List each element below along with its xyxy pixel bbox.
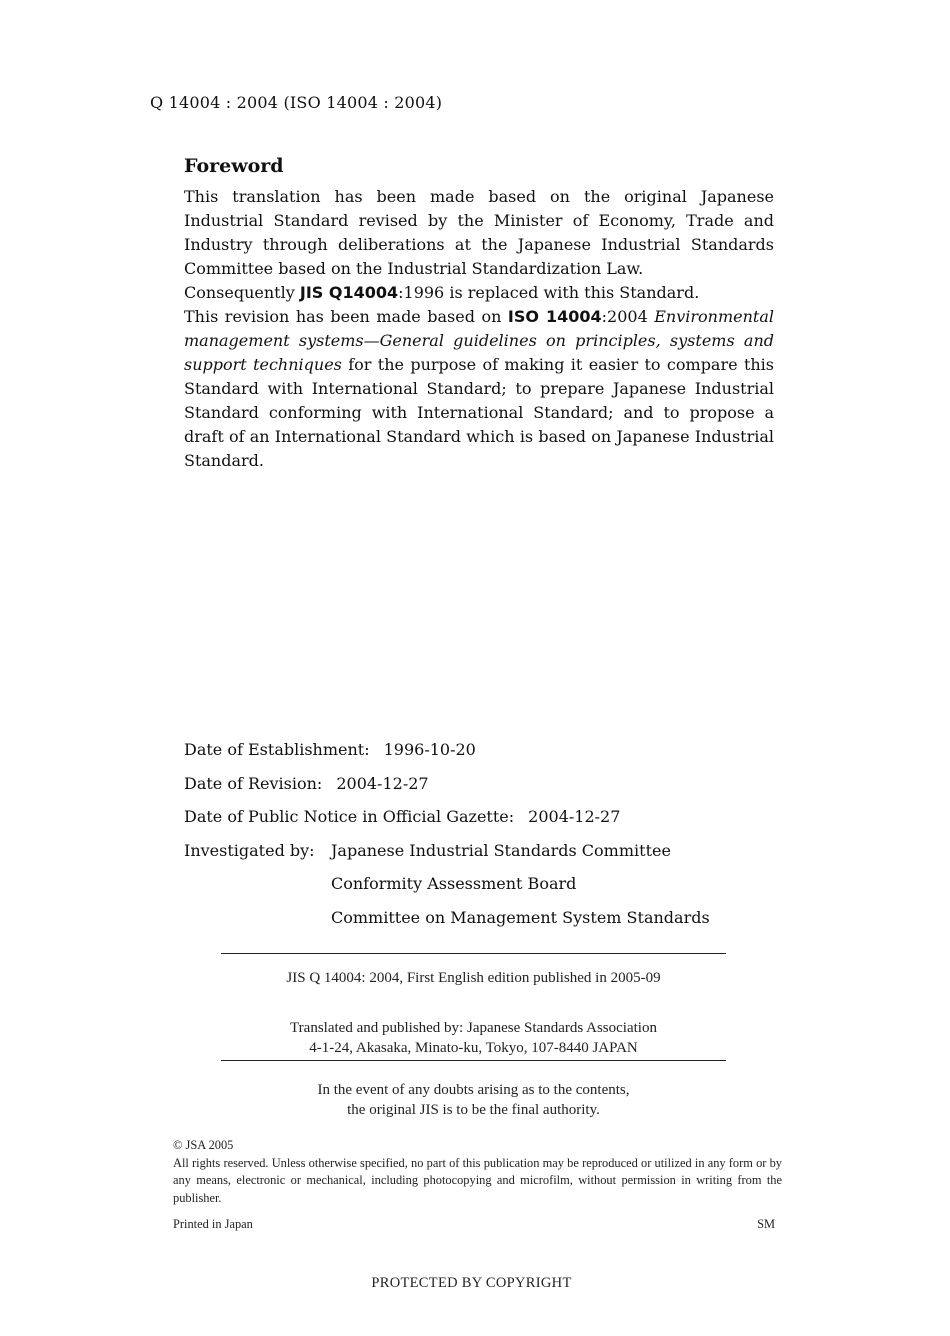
gazette-label: Date of Public Notice in Official Gazette: xyxy=(184,807,515,826)
bottom-divider xyxy=(221,1060,726,1061)
foreword-title: Foreword xyxy=(184,155,284,177)
investigating-bodies xyxy=(331,839,710,940)
para2-prefix: Consequently xyxy=(184,283,300,302)
para2-suffix: :1996 is replaced with this Standard. xyxy=(398,283,700,302)
iso-standard-year: :2004 xyxy=(601,307,655,326)
edition-info: JIS Q 14004: 2004, First English edition published in 2005-09 xyxy=(286,970,661,986)
investigating-body: Japanese Industrial Standards Committee xyxy=(331,840,671,860)
protected-by-copyright-footer: PROTECTED BY COPYRIGHT xyxy=(371,1275,572,1291)
replaced-standard-code: JIS Q14004 xyxy=(299,283,399,302)
para3-prefix: This revision has been made based on xyxy=(184,307,508,326)
investigating-body: Conformity Assessment Board xyxy=(331,874,577,893)
gazette-date: 2004-12-27 xyxy=(528,807,621,826)
revision-label: Date of Revision: xyxy=(184,773,323,793)
iso-standard-code: ISO 14004 xyxy=(507,307,602,326)
gazette-row xyxy=(184,805,784,839)
foreword-section xyxy=(184,155,774,473)
copyright-notice: © JSA 2005 xyxy=(173,1138,234,1152)
rights-statement: All rights reserved. Unless otherwise specified, no part of this publication may be reproduced or utilized in any form or by any means, electronic or mechanical, including photocopying and microfilm, without permission in writing from the publisher. xyxy=(173,1155,782,1205)
investigating-body: Committee on Management System Standards xyxy=(331,907,710,927)
para3-suffix: for the purpose of making it easier to compare this Standard with International Standard; to prepare Japanese Industrial Standard conforming with International Standard; and to propose a draft of an International Standard which is based on Japanese Industrial Standard. xyxy=(184,355,775,470)
top-divider xyxy=(221,953,726,954)
iso-standard-title: Environmental management systems—General guidelines on principles, systems and support techniques xyxy=(184,307,775,374)
publisher-address: 4-1-24, Akasaka, Minato-ku, Tokyo, 107-8440 JAPAN xyxy=(309,1040,638,1056)
establishment-label: Date of Establishment: xyxy=(184,740,370,759)
authority-notice-line-2: the original JIS is to be the final authority. xyxy=(347,1102,600,1118)
foreword-paragraph-2 xyxy=(184,281,774,305)
establishment-row xyxy=(184,738,784,772)
foreword-paragraph-3 xyxy=(184,305,774,473)
printed-row xyxy=(173,1216,775,1233)
establishment-date: 1996-10-20 xyxy=(383,740,476,759)
printed-in-label: Printed in Japan xyxy=(173,1217,253,1231)
translator-info: Translated and published by: Japanese Standards Association xyxy=(290,1020,657,1036)
publication-info-box xyxy=(221,953,726,1061)
authority-notice-line-1: In the event of any doubts arising as to the contents, xyxy=(317,1082,630,1098)
standard-dates-block xyxy=(184,738,784,927)
investigated-label: Investigated by: xyxy=(184,840,315,860)
code-label: SM xyxy=(757,1217,775,1231)
revision-row xyxy=(184,772,784,806)
revision-date: 2004-12-27 xyxy=(336,773,429,793)
standard-reference-header: Q 14004 : 2004 (ISO 14004 : 2004) xyxy=(150,93,443,112)
investigated-row xyxy=(184,839,784,927)
authority-notice xyxy=(221,1080,726,1120)
foreword-paragraph-1: This translation has been made based on the original Japanese Industrial Standard revised by the Minister of Economy, Trade and Industry through deliberations at the Japanese Industrial Standards Committee based on the Industrial Standardization Law. xyxy=(184,187,774,278)
copyright-block xyxy=(173,1137,782,1231)
